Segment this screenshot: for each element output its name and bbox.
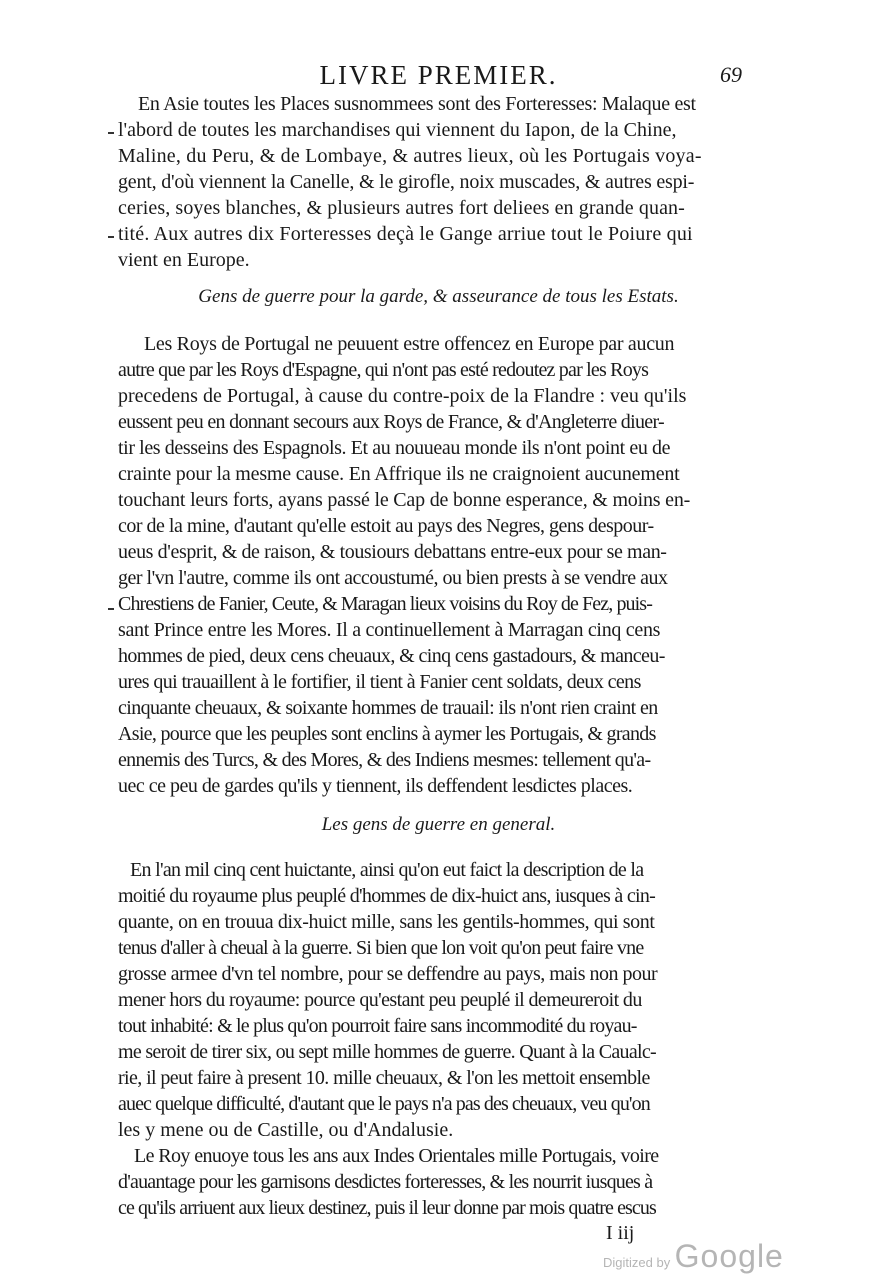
text-line: eussent peu en donnant secours aux Roys de France, & d'Angleterre diuer- [118,411,664,433]
text-line: ennemis des Turcs, & des Mores, & des Indiens mesmes: tellement qu'a- [118,749,651,771]
margin-mark [108,132,114,134]
text-line: Le Roy enuoye tous les ans aux Indes Orientales mille Portugais, voire [134,1145,659,1167]
text-line: sant Prince entre les Mores. Il a continuellement à Marragan cinq cens [118,619,661,641]
text-line: crainte pour la mesme cause. En Affrique ils ne craignoient aucunement [118,463,680,485]
text-line: les y mene ou de Castille, ou d'Andalusie. [118,1119,454,1141]
text-line: En Asie toutes les Places susnommees sont des Forteresses: Malaque est [138,93,696,115]
text-line: quante, on en trouua dix-huict mille, sans les gentils-hommes, qui sont [118,911,655,933]
text-line: tité. Aux autres dix Forteresses deçà le Gange arriue tout le Poiure qui [118,223,693,245]
text-line: precedens de Portugal, à cause du contre-poix de la Flandre : veu qu'ils [118,385,687,407]
text-line: Maline, du Peru, & de Lombaye, & autres lieux, où les Portugais voya- [118,145,702,167]
text-line: autre que par les Roys d'Espagne, qui n'ont pas esté redoutez par les Roys [118,359,649,381]
text-line: me seroit de tirer six, ou sept mille hommes de guerre. Quant à la Caualc- [118,1041,657,1063]
text-line: d'auantage pour les garnisons desdictes forteresses, & les nourrit iusques à [118,1171,653,1193]
section-heading: Les gens de guerre en general. [321,814,556,835]
text-line: tout inhabité: & le plus qu'on pourroit faire sans incommodité du royau- [118,1015,637,1037]
watermark-prefix: Digitized by [603,1255,671,1270]
margin-mark [108,236,114,238]
section-heading: Gens de guerre pour la garde, & asseurance de tous les Estats. [198,286,679,307]
text-line: ures qui trauaillent à le fortifier, il tient à Fanier cent soldats, deux cens [118,671,641,693]
text-line: l'abord de toutes les marchandises qui viennent du Iapon, de la Chine, [118,119,677,141]
text-line: cinquante cheuaux, & soixante hommes de trauail: ils n'ont rien craint en [118,697,658,719]
text-line: touchant leurs forts, ayans passé le Cap de bonne esperance, & moins en- [118,489,691,511]
margin-mark [108,608,114,610]
text-line: Asie, pource que les peuples sont enclins à aymer les Portugais, & grands [118,723,656,745]
text-line: auec quelque difficulté, d'autant que le pays n'a pas des cheuaux, veu qu'on [118,1093,650,1115]
text-line: En l'an mil cinq cent huictante, ainsi qu'on eut faict la description de la [130,859,644,881]
digitized-watermark [603,1238,784,1275]
text-line: hommes de pied, deux cens cheuaux, & cinq cens gastadours, & manceu- [118,645,665,667]
signature-mark: I iij [606,1222,635,1244]
text-line: tenus d'aller à cheual à la guerre. Si bien que lon voit qu'on peut faire vne [118,937,644,959]
text-line: vient en Europe. [118,249,250,271]
text-line: Chrestiens de Fanier, Ceute, & Maragan lieux voisins du Roy de Fez, puis- [118,593,652,615]
page-number: 69 [720,62,742,87]
text-line: grosse armee d'vn tel nombre, pour se deffendre au pays, mais non pour [118,963,658,985]
text-line: ger l'vn l'autre, comme ils ont accoustumé, ou bien prests à se vendre aux [118,567,668,589]
text-line: cor de la mine, d'autant qu'elle estoit au pays des Negres, gens despour- [118,515,654,537]
text-line: ce qu'ils arriuent aux lieux destinez, puis il leur donne par mois quatre escus [118,1197,656,1219]
text-line: rie, il peut faire à present 10. mille cheuaux, & l'on les mettoit ensemble [118,1067,650,1089]
text-line: Les Roys de Portugal ne peuuent estre offencez en Europe par aucun [144,333,675,355]
watermark-brand: Google [674,1238,784,1274]
text-line: tir les desseins des Espagnols. Et au nouueau monde ils n'ont point eu de [118,437,671,459]
text-line: mener hors du royaume: pource qu'estant peu peuplé il demeureroit du [118,989,642,1011]
running-title: LIVRE PREMIER. [319,60,558,90]
text-line: ceries, soyes blanches, & plusieurs autres fort deliees en grande quan- [118,197,685,219]
text-line: gent, d'où viennent la Canelle, & le girofle, noix muscades, & autres espi- [118,171,695,193]
text-line: ueus d'esprit, & de raison, & tousiours debattans entre-eux pour se man- [118,541,667,563]
text-line: moitié du royaume plus peuplé d'hommes de dix-huict ans, iusques à cin- [118,885,656,907]
text-line: uec ce peu de gardes qu'ils y tiennent, ils deffendent lesdictes places. [118,775,633,797]
